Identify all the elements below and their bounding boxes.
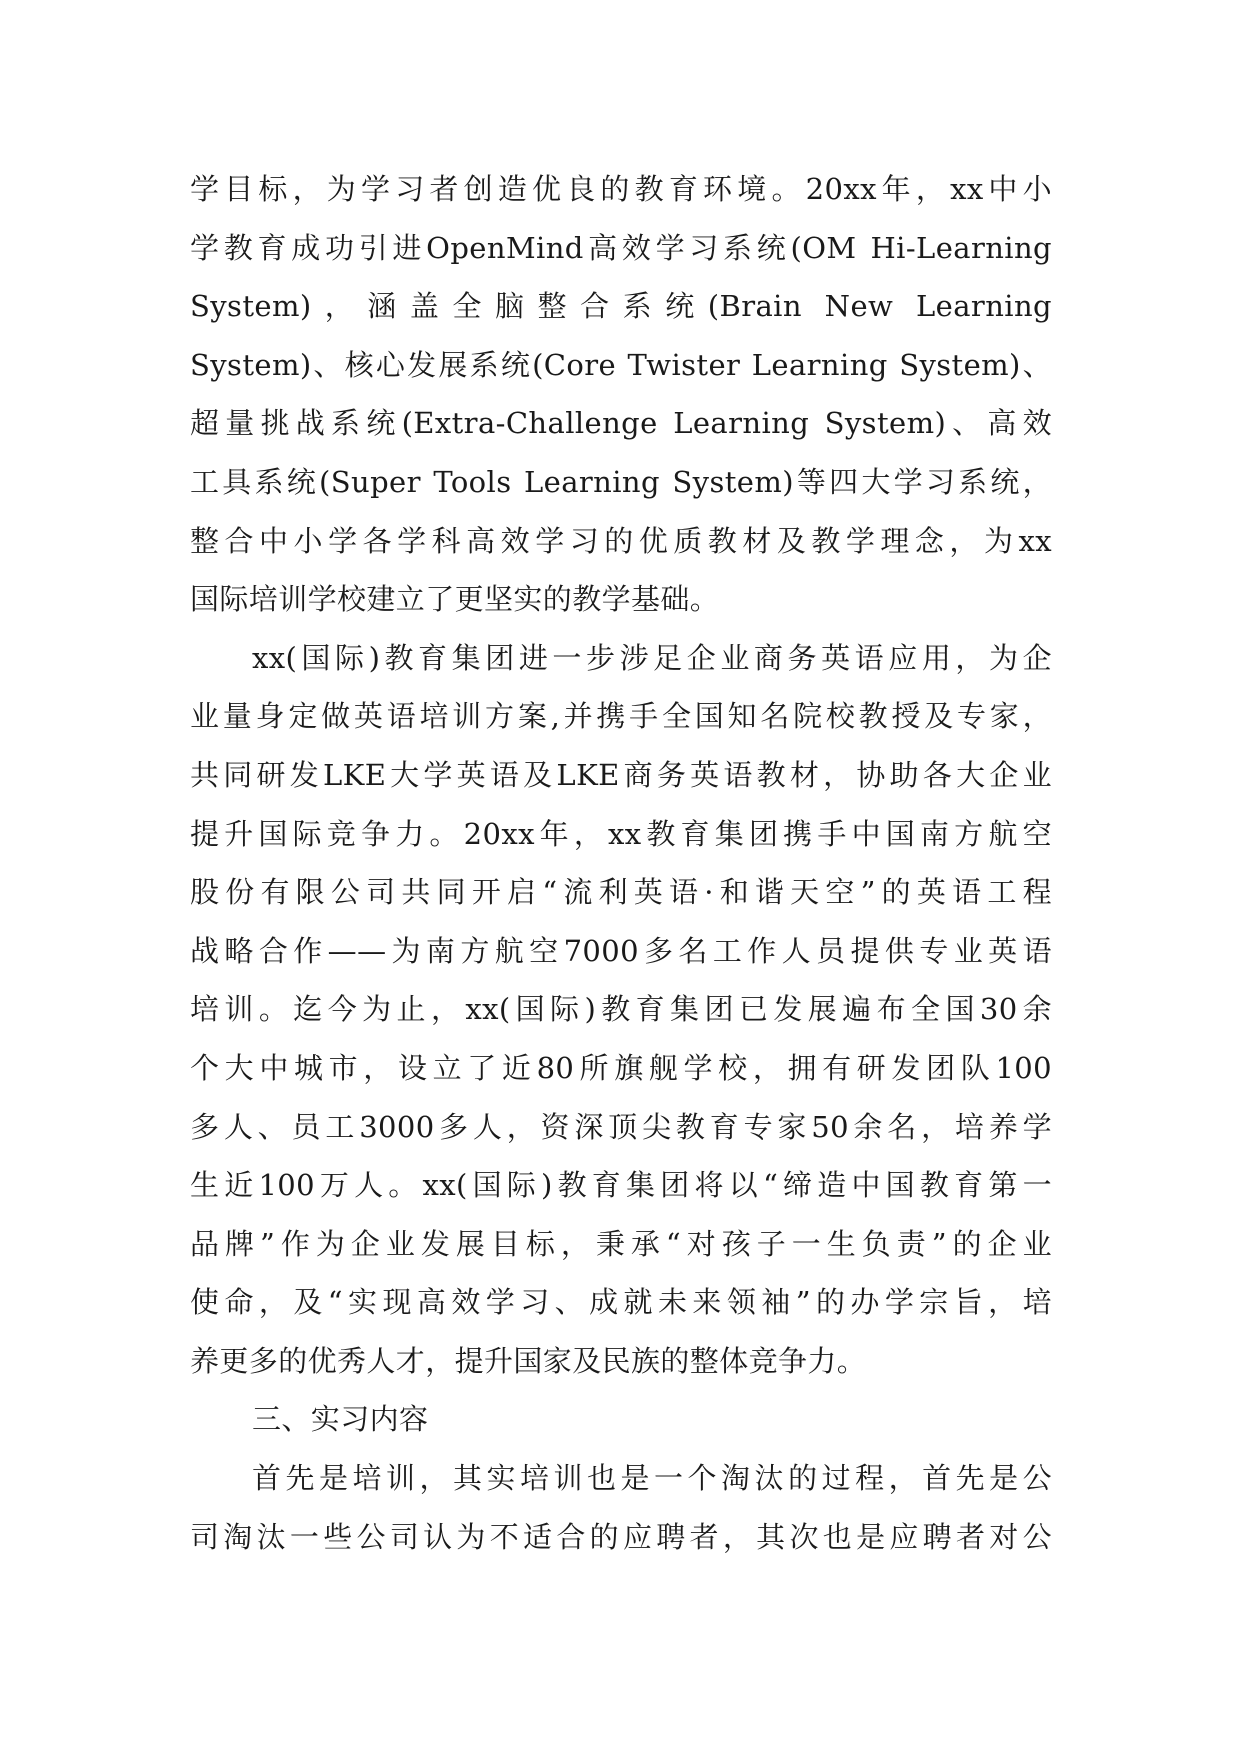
paragraph xyxy=(190,160,1052,629)
text-line: 工具系统(Super Tools Learning System)等四大学习系统， xyxy=(190,464,1052,499)
text-line: 股份有限公司共同开启“流利英语·和谐天空”的英语工程 xyxy=(190,875,1052,910)
section-heading xyxy=(190,1390,1052,1449)
document-body xyxy=(190,160,1052,1566)
text-line: 养更多的优秀人才，提升国家及民族的整体竞争力。 xyxy=(190,1343,867,1378)
text-line: 多人、员工3000多人，资深顶尖教育专家50余名，培养学 xyxy=(190,1109,1052,1144)
paragraph xyxy=(190,1449,1052,1566)
text-line: System)，涵盖全脑整合系统(Brain New Learning xyxy=(190,289,1052,324)
text-line: 学目标，为学习者创造优良的教育环境。20xx年，xx中小 xyxy=(190,172,1052,206)
text-line: 三、实习内容 xyxy=(252,1402,429,1437)
text-line: 共同研发LKE大学英语及LKE商务英语教材，协助各大企业 xyxy=(190,757,1052,792)
text-line: xx(国际)教育集团进一步涉足企业商务英语应用，为企 xyxy=(252,640,1052,675)
text-line: 提升国际竞争力。20xx年，xx教育集团携手中国南方航空 xyxy=(190,816,1052,851)
text-line: 首先是培训，其实培训也是一个淘汰的过程，首先是公 xyxy=(252,1461,1052,1496)
text-line: 国际培训学校建立了更坚实的教学基础。 xyxy=(190,582,720,617)
text-line: 司淘汰一些公司认为不适合的应聘者，其次也是应聘者对公 xyxy=(190,1519,1052,1554)
text-line: 培训。迄今为止，xx(国际)教育集团已发展遍布全国30余 xyxy=(190,992,1052,1027)
text-line: 使命，及“实现高效学习、成就未来领袖”的办学宗旨，培 xyxy=(190,1285,1052,1320)
text-line: 超量挑战系统(Extra-Challenge Learning System)、高效 xyxy=(190,406,1052,441)
paragraph xyxy=(190,629,1052,1391)
text-line: System)、核心发展系统(Core Twister Learning System)、 xyxy=(190,347,1052,382)
text-line: 业量身定做英语培训方案,并携手全国知名院校教授及专家， xyxy=(190,699,1052,734)
text-line: 品牌”作为企业发展目标，秉承“对孩子一生负责”的企业 xyxy=(190,1226,1052,1261)
document-page xyxy=(190,160,1052,1566)
text-line: 整合中小学各学科高效学习的优质教材及教学理念，为xx xyxy=(190,523,1052,558)
text-line: 生近100万人。xx(国际)教育集团将以“缔造中国教育第一 xyxy=(190,1168,1052,1203)
text-line: 学教育成功引进OpenMind高效学习系统(OM Hi-Learning xyxy=(190,230,1052,265)
text-line: 战略合作——为南方航空7000多名工作人员提供专业英语 xyxy=(190,933,1052,968)
text-line: 个大中城市，设立了近80所旗舰学校，拥有研发团队100 xyxy=(190,1050,1052,1085)
